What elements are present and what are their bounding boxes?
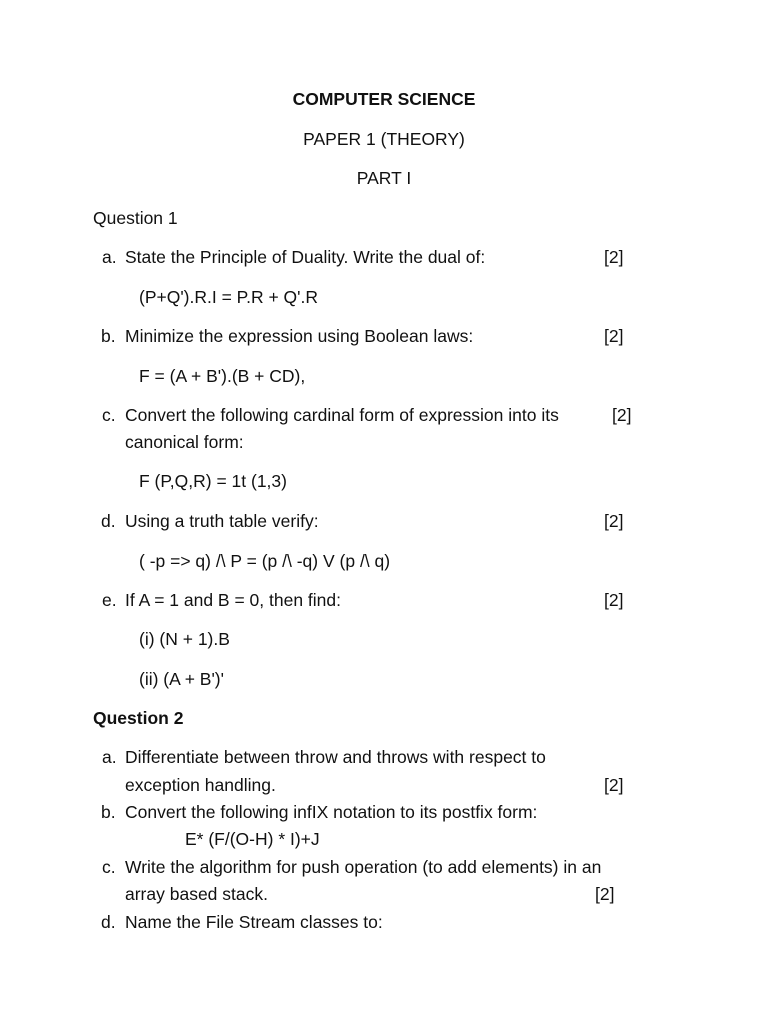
q1b-expression: F = (A + B').(B + CD), — [139, 366, 306, 386]
q1e-text: If A = 1 and B = 0, then find: — [125, 590, 341, 610]
q2b-letter: b. — [101, 802, 116, 822]
q1d-letter: d. — [101, 511, 116, 531]
q2b-text: Convert the following infIX notation to its postfix form: — [125, 802, 538, 822]
subject-title: COMPUTER SCIENCE — [292, 89, 476, 109]
q1c-text-line1: Convert the following cardinal form of expression into its — [125, 405, 559, 425]
q1c-marks: [2] — [612, 405, 632, 425]
q2a-text-line1: Differentiate between throw and throws with respect to — [125, 747, 546, 767]
question-2-heading: Question 2 — [93, 708, 184, 728]
q1a-marks: [2] — [604, 247, 624, 267]
q2c-letter: c. — [102, 857, 116, 877]
q2a-marks: [2] — [604, 775, 624, 795]
q2a-letter: a. — [102, 747, 117, 767]
q1c-letter: c. — [102, 405, 116, 425]
q2c-marks: [2] — [595, 884, 615, 904]
q2d-letter: d. — [101, 912, 116, 932]
q1b-marks: [2] — [604, 326, 624, 346]
q1d-marks: [2] — [604, 511, 624, 531]
q1a-letter: a. — [102, 247, 117, 267]
q1e-expression-i: (i) (N + 1).B — [139, 629, 230, 649]
q1b-letter: b. — [101, 326, 116, 346]
q2c-text-line1: Write the algorithm for push operation (to add elements) in an — [125, 857, 602, 877]
q1e-expression-ii: (ii) (A + B')' — [139, 669, 224, 689]
paper-title: PAPER 1 (THEORY) — [303, 129, 465, 149]
part-title: PART I — [356, 168, 412, 188]
q2d-text: Name the File Stream classes to: — [125, 912, 383, 932]
q2a-text-line2: exception handling. — [125, 775, 276, 795]
q1a-expression: (P+Q').R.I = P.R + Q'.R — [139, 287, 318, 307]
q1c-text-line2: canonical form: — [125, 432, 244, 452]
q1d-text: Using a truth table verify: — [125, 511, 319, 531]
q1a-text: State the Principle of Duality. Write the dual of: — [125, 247, 486, 267]
q1c-expression: F (P,Q,R) = 1t (1,3) — [139, 471, 287, 491]
q1d-expression: ( -p => q) /\ P = (p /\ -q) V (p /\ q) — [139, 551, 391, 571]
q1e-letter: e. — [102, 590, 117, 610]
q1e-marks: [2] — [604, 590, 624, 610]
q1b-text: Minimize the expression using Boolean laws: — [125, 326, 474, 346]
q2b-expression: E* (F/(O-H) * I)+J — [185, 829, 320, 849]
question-1-heading: Question 1 — [93, 208, 178, 228]
q2c-text-line2: array based stack. — [125, 884, 268, 904]
